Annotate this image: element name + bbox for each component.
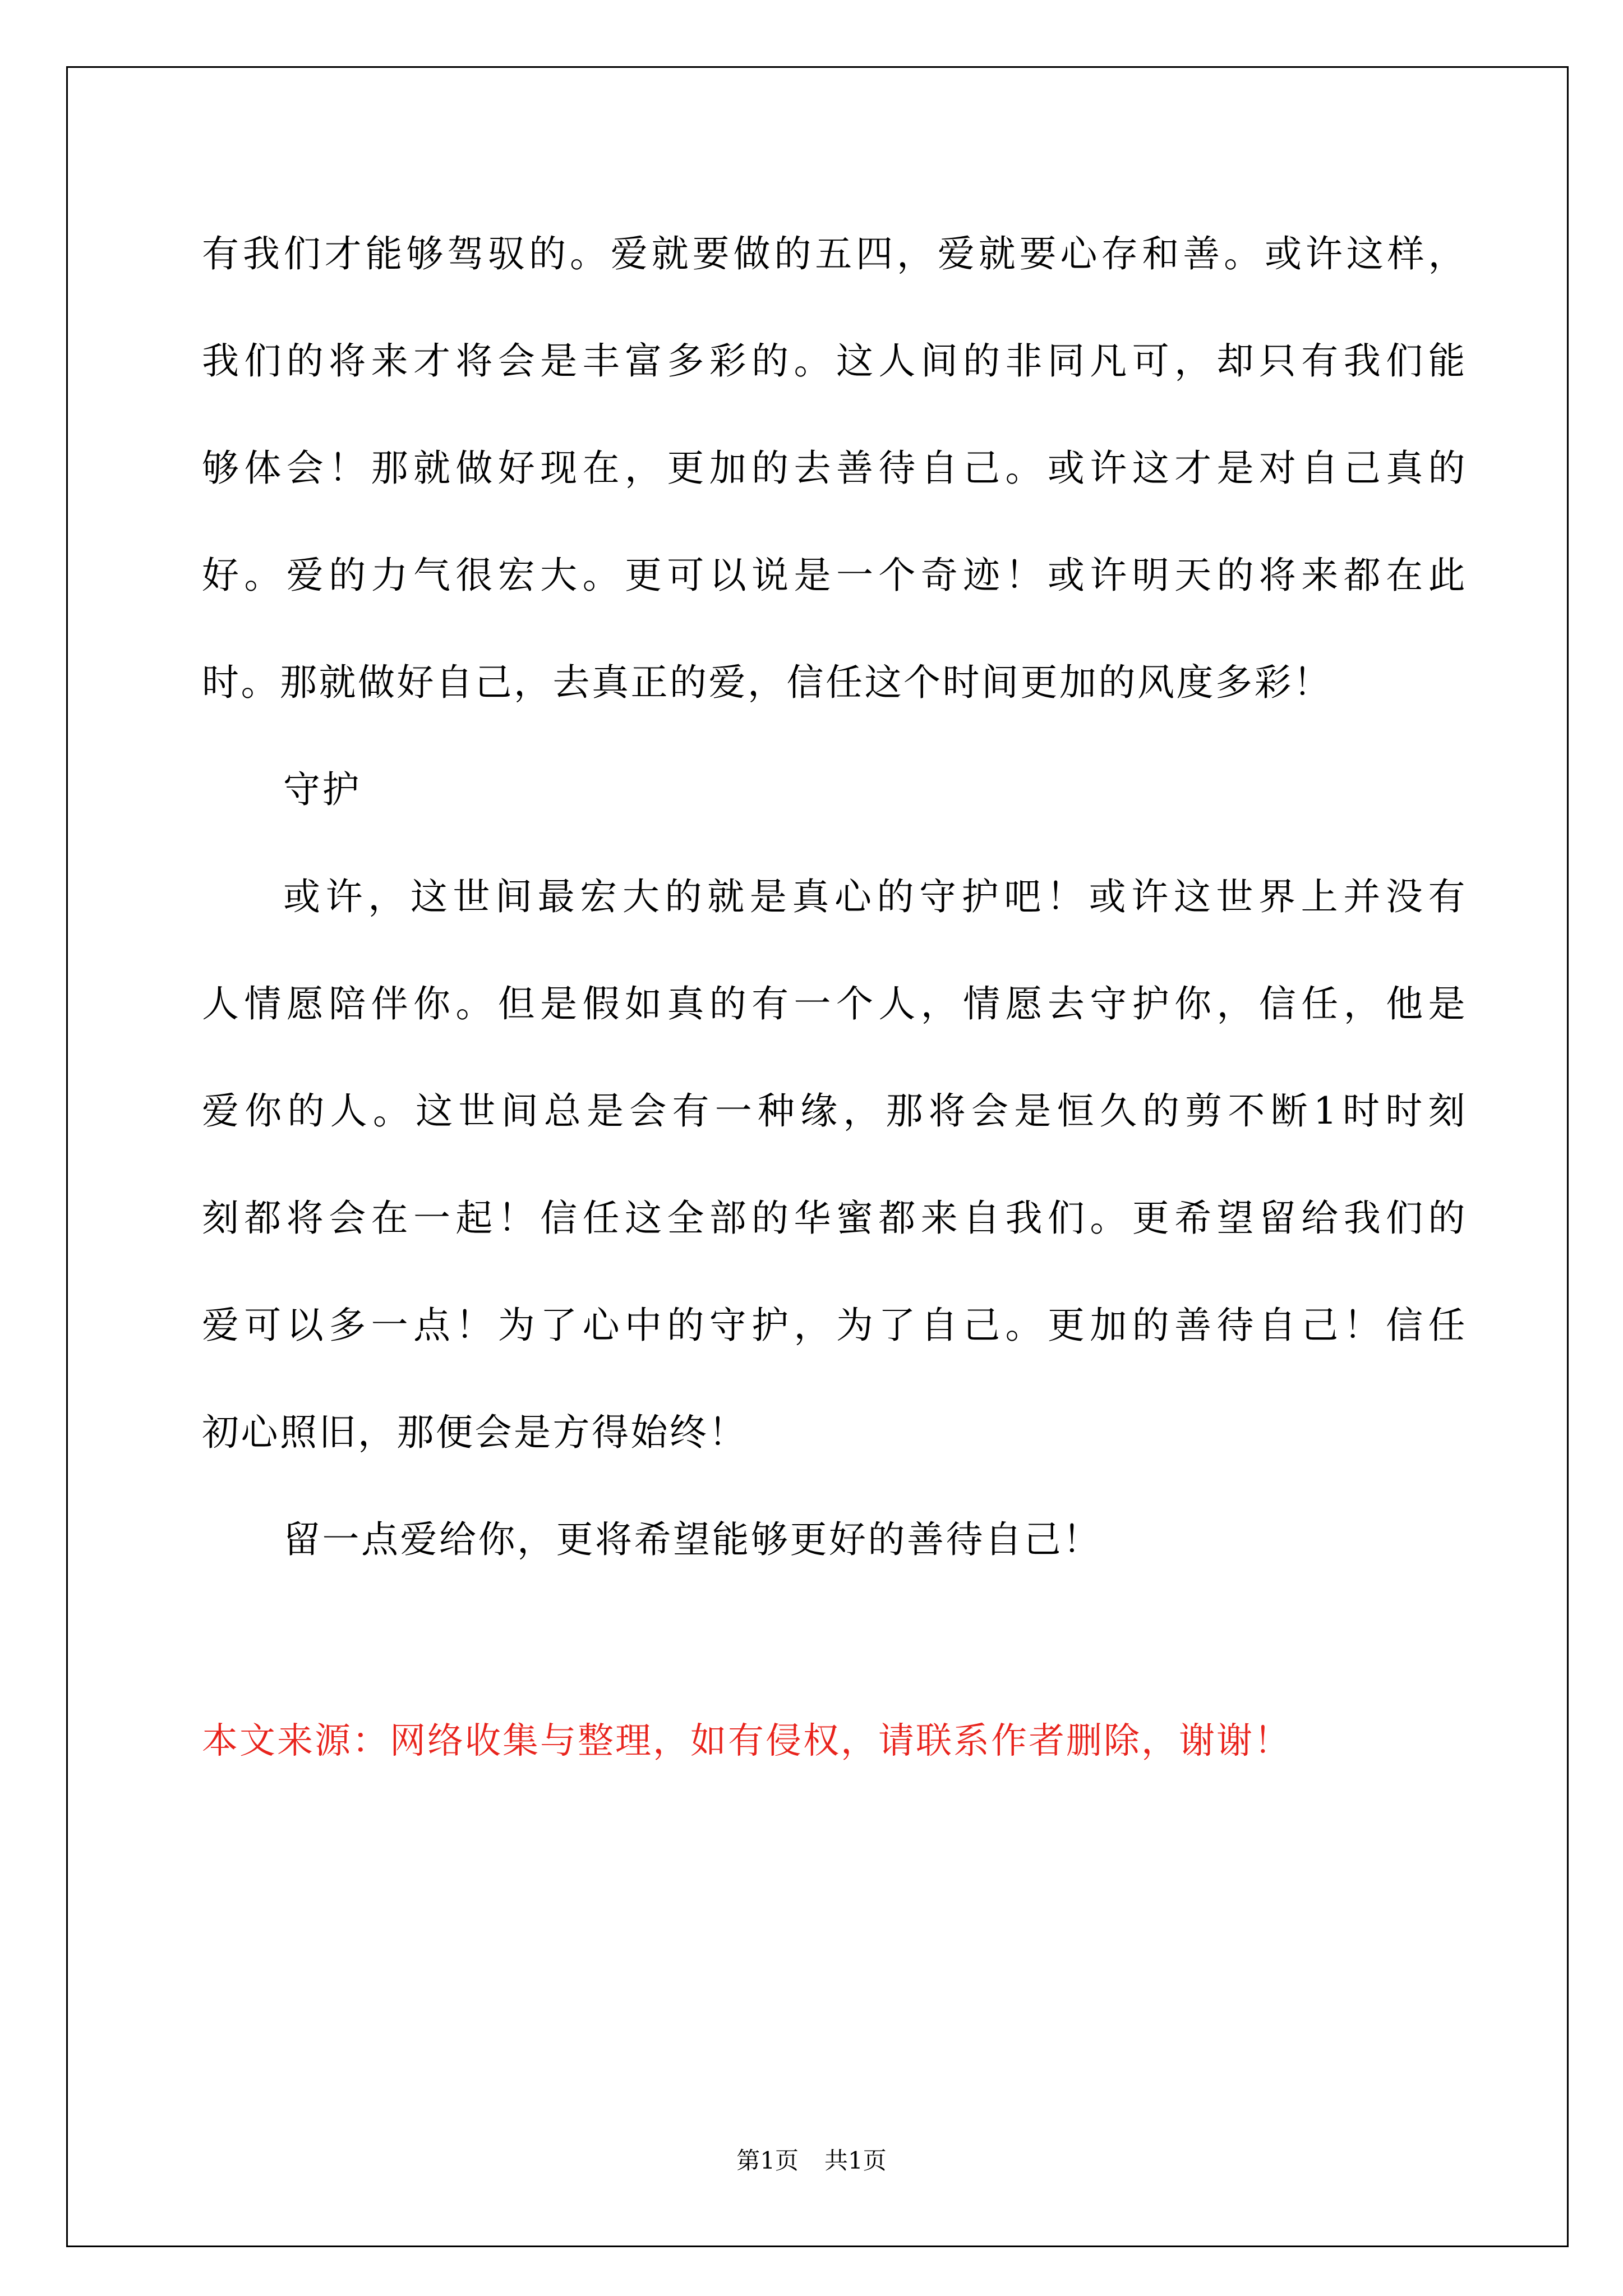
- text-line: 留一点爱给你，更将希望能够更好的善待自己！: [283, 1518, 1102, 1561]
- page-number: 第1页: [736, 2147, 799, 2174]
- body-paragraph: [202, 1486, 1467, 1593]
- text-line: 初心照旧，那便会是方得始终！: [202, 1411, 748, 1454]
- page-total: 共1页: [824, 2147, 887, 2174]
- section-heading: [202, 736, 1467, 843]
- text-line: 爱可以多一点！为了心中的守护，为了自己。更加的善待自己！信任: [202, 1304, 1467, 1347]
- text-line: 好。爱的力气很宏大。更可以说是一个奇迹！或许明天的将来都在此: [202, 554, 1467, 597]
- text-line: 时。那就做好自己，去真正的爱，信任这个时间更加的风度多彩！: [202, 661, 1332, 704]
- body-paragraph: [202, 200, 1467, 736]
- source-note: 本文来源：网络收集与整理，如有侵权，请联系作者删除，谢谢！: [202, 1720, 1292, 1762]
- text-line: 爱你的人。这世间总是会有一种缘，那将会是恒久的剪不断1时时刻: [202, 1089, 1467, 1133]
- text-line: 人情愿陪伴你。但是假如真的有一个人，情愿去守护你，信任，他是: [202, 982, 1467, 1025]
- text-line: 或许，这世间最宏大的就是真心的守护吧！或许这世界上并没有: [283, 875, 1467, 918]
- body-paragraph: [202, 843, 1467, 1486]
- text-line: 我们的将来才将会是丰富多彩的。这人间的非同凡可，却只有我们能: [202, 339, 1467, 383]
- text-line: 有我们才能够驾驭的。爱就要做的五四，爱就要心存和善。或许这样，: [202, 232, 1467, 275]
- document-body: [202, 200, 1467, 1593]
- text-line: 够体会！那就做好现在，更加的去善待自己。或许这才是对自己真的: [202, 447, 1467, 490]
- section-heading-text: 守护: [283, 768, 361, 811]
- text-line: 刻都将会在一起！信任这全部的华蜜都来自我们。更希望留给我们的: [202, 1197, 1467, 1240]
- page-footer: [0, 2144, 1623, 2178]
